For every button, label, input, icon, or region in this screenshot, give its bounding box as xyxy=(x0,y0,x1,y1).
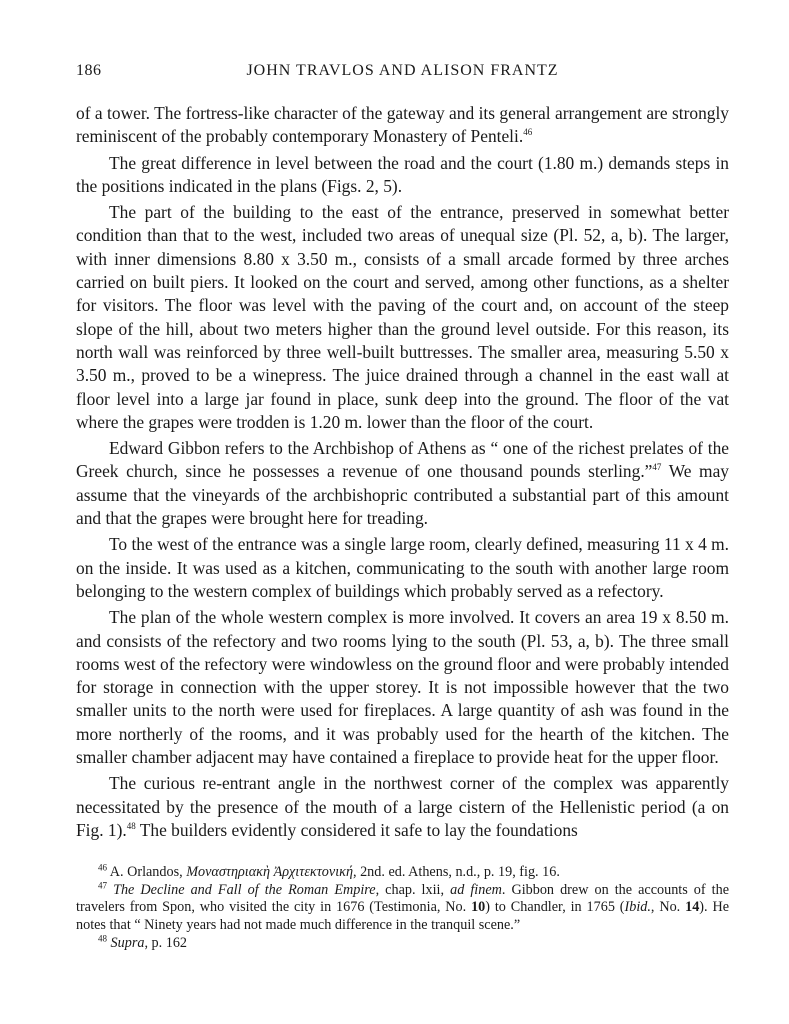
footnote-text: , p. 162 xyxy=(144,934,188,951)
footnote-text: ). He notes that “ Ninety years had not made much difference in the tranquil scene.” xyxy=(76,899,729,933)
paragraph-text: The curious re-entrant angle in the northwest corner of the complex was apparently necessitated by the presence of the mouth of a large cistern of the Hellenistic period (a on Fig. 1). xyxy=(76,773,729,840)
footnote-text: ad finem xyxy=(450,881,502,898)
paragraph xyxy=(76,606,729,769)
footnote-text: , chap. lxii, xyxy=(375,881,451,898)
running-head: JOHN TRAVLOS AND ALISON FRANTZ xyxy=(246,62,559,79)
paragraph-text: The plan of the whole western complex is more involved. It covers an area 19 x 8.50 m. and consists of the refectory and two rooms lying to the south (Pl. 53, a, b). The three small rooms west of the refectory were windowless on the ground floor and were probably intended for storage in connection with the upper storey. It is not impossible however that the two smaller units to the north were used for fireplaces. A large quantity of ash was found in the more northerly of the rooms, and it was probably used for the hearth of the kitchen. The smaller chamber adjacent may have contained a fireplace to provide heat for the upper floor. xyxy=(76,607,729,768)
paragraph xyxy=(76,152,729,199)
paragraph-text: We may assume that the vineyards of the archbishopric contributed a substantial part of this amount and that the grapes were brought here for treading. xyxy=(76,461,729,529)
footnote-text: The Decline and Fall of the Roman Empire xyxy=(113,881,376,898)
footnote-ref: 46 xyxy=(523,127,533,138)
page-number: 186 xyxy=(76,62,102,79)
footnote-number: 47 xyxy=(98,880,107,891)
footnote-text: 14 xyxy=(685,899,700,916)
paragraph xyxy=(76,772,729,842)
footnote-text: Μοναστηριακὴ Ἀρχιτεκτονική xyxy=(186,864,353,881)
paragraph-text: The great difference in level between the road and the court (1.80 m.) demands steps in the positions indicated in the plans (Figs. 2, 5). xyxy=(76,152,729,196)
footnote xyxy=(76,864,729,882)
paragraph-text: of a tower. The fortress-like character of the gateway and its general arrangement are strongly reminiscent of the probably contemporary Monastery of Penteli. xyxy=(76,103,729,147)
paragraph xyxy=(76,533,729,603)
footnote-text: A. Orlandos, xyxy=(107,864,187,881)
footnote xyxy=(76,932,729,953)
document-page xyxy=(76,62,729,952)
body-text xyxy=(76,102,729,842)
paragraph xyxy=(76,437,729,530)
footnotes xyxy=(76,864,729,952)
footnote-text: , 2nd. ed. Athens, n.d., p. 19, fig. 16. xyxy=(352,864,560,881)
footnote-text: Supra xyxy=(110,934,145,951)
paragraph-text: Edward Gibbon refers to the Archbishop of Athens as “ one of the richest prelates of the Greek church, since he possesses a revenue of one thousand pounds sterling.” xyxy=(76,438,729,482)
footnote-text: Ibid. xyxy=(624,899,651,916)
footnote-ref: 48 xyxy=(126,821,136,832)
paragraph xyxy=(76,102,729,149)
page-header xyxy=(76,62,729,84)
footnote-number: 48 xyxy=(98,932,107,943)
paragraph-text: The builders evidently considered it safe to lay the foundations xyxy=(135,819,578,840)
paragraph xyxy=(76,201,729,434)
footnote xyxy=(76,882,729,935)
paragraph-text: To the west of the entrance was a single large room, clearly defined, measuring 11 x 4 m. on the inside. It was used as a kitchen, communicating to the south with another large room belonging to the western complex of buildings which probably served as a refectory. xyxy=(76,534,729,601)
footnote-number: 46 xyxy=(98,862,107,873)
footnote-text: . Gibbon drew on the accounts of the travelers from Spon, who visited the city in 1676 (Testimonia, No. xyxy=(76,881,730,916)
footnote-ref: 47 xyxy=(652,462,662,473)
paragraph-text: The part of the building to the east of the entrance, preserved in somewhat better condition than that to the west, included two areas of unequal size (Pl. 52, a, b). The larger, with inner dimensions 8.80 x 3.50 m., consists of a small arcade formed by three arches carried on built piers. It looked on the court and served, among other functions, as a shelter for visitors. The floor was level with the paving of the court and, on account of the steep slope of the hill, about two meters higher than the ground level outside. For this reason, its north wall was reinforced by three well-built buttresses. The smaller area, measuring 5.50 x 3.50 m., proved to be a winepress. The juice drained through a channel in the east wall at floor level into a large jar found in place, sunk deep into the ground. The floor of the vat where the grapes were trodden is 1.20 m. lower than the floor of the court. xyxy=(76,202,729,432)
footnote-text: , No. xyxy=(650,899,686,916)
footnote-text: ) to Chandler, in 1765 ( xyxy=(485,899,625,916)
footnote-text: 10 xyxy=(471,899,486,916)
